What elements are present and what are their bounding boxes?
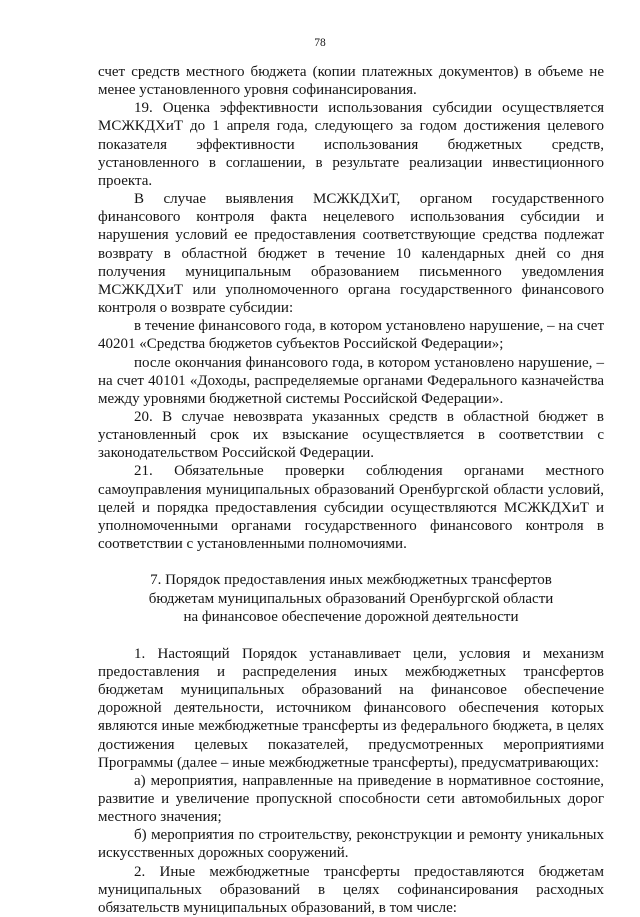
paragraph: а) мероприятия, направленные на приведение в нормативное состояние, развитие и увеличение пропускной способности сети автомобильных дорог местного значения;: [98, 772, 604, 826]
section-heading-line: бюджетам муниципальных образований Оренбургской области: [148, 590, 554, 607]
paragraph: 1. Настоящий Порядок устанавливает цели, условия и механизм предоставления и распределения иных межбюджетных трансфертов бюджетам муниципальных образований на финансовое обеспечение дорожной деятельности, источником финансового обеспечения которых являются иные межбюджетные трансферты из федерального бюджета, в целях достижения целевых показателей, предусмотренных мероприятиями Программы (далее – иные межбюджетные трансферты), предусматривающих:: [98, 645, 604, 771]
paragraphs-after-heading: [98, 645, 604, 917]
paragraph: б) мероприятия по строительству, реконструкции и ремонту уникальных искусственных дорожных сооружений.: [98, 827, 604, 862]
paragraph: В случае выявления МСЖКДХиТ, органом государственного финансового контроля факта нецелевого использования субсидии и нарушения условий ее предоставления соответствующие средства подлежат возврату в областной бюджет в течение 10 календарных дней со дня получения муниципальным образованием письменного уведомления МСЖКДХиТ или уполномоченного органа государственного финансового контроля о возврате субсидии:: [98, 191, 604, 317]
page-number: 78: [314, 37, 326, 49]
section-heading-line: 7. Порядок предоставления иных межбюджетных трансфертов: [150, 572, 552, 589]
section-heading-line: на финансовое обеспечение дорожной деятельности: [183, 609, 519, 626]
paragraph: 21. Обязательные проверки соблюдения органами местного самоуправления муниципальных образований Оренбургской области условий, целей и порядка предоставления субсидии осуществляются МСЖКДХиТ и уполномоченными органами государственного финансового контроля в соответствии с установленными полномочиями.: [98, 463, 604, 553]
paragraph: после окончания финансового года, в котором установлено нарушение, – на счет 40101 «Доходы, распределяемые органами Федерального казначейства между уровнями бюджетной системы Российской Федерации».: [98, 354, 604, 407]
paragraphs-before-heading: [98, 63, 604, 553]
document-body: [98, 63, 604, 917]
paragraph: 20. В случае невозврата указанных средств в областной бюджет в установленный срок их взыскание осуществляется в соответствии с законодательством Российской Федерации.: [98, 408, 604, 462]
paragraph: 2. Иные межбюджетные трансферты предоставляются бюджетам муниципальных образований в целях софинансирования расходных обязательств муниципальных образований, в том числе:: [98, 863, 604, 916]
section-heading: [98, 571, 604, 627]
paragraph: в течение финансового года, в котором установлено нарушение, – на счет 40201 «Средства бюджетов субъектов Российской Федерации»;: [98, 318, 604, 353]
paragraph: 19. Оценка эффективности использования субсидии осуществляется МСЖКДХиТ до 1 апреля года, следующего за годом достижения целевого показателя эффективности использования бюджетных средств, установленного в соглашении, в результате реализации инвестиционного проекта.: [98, 100, 604, 189]
paragraph: счет средств местного бюджета (копии платежных документов) в объеме не менее установленного уровня софинансирования.: [98, 64, 604, 99]
